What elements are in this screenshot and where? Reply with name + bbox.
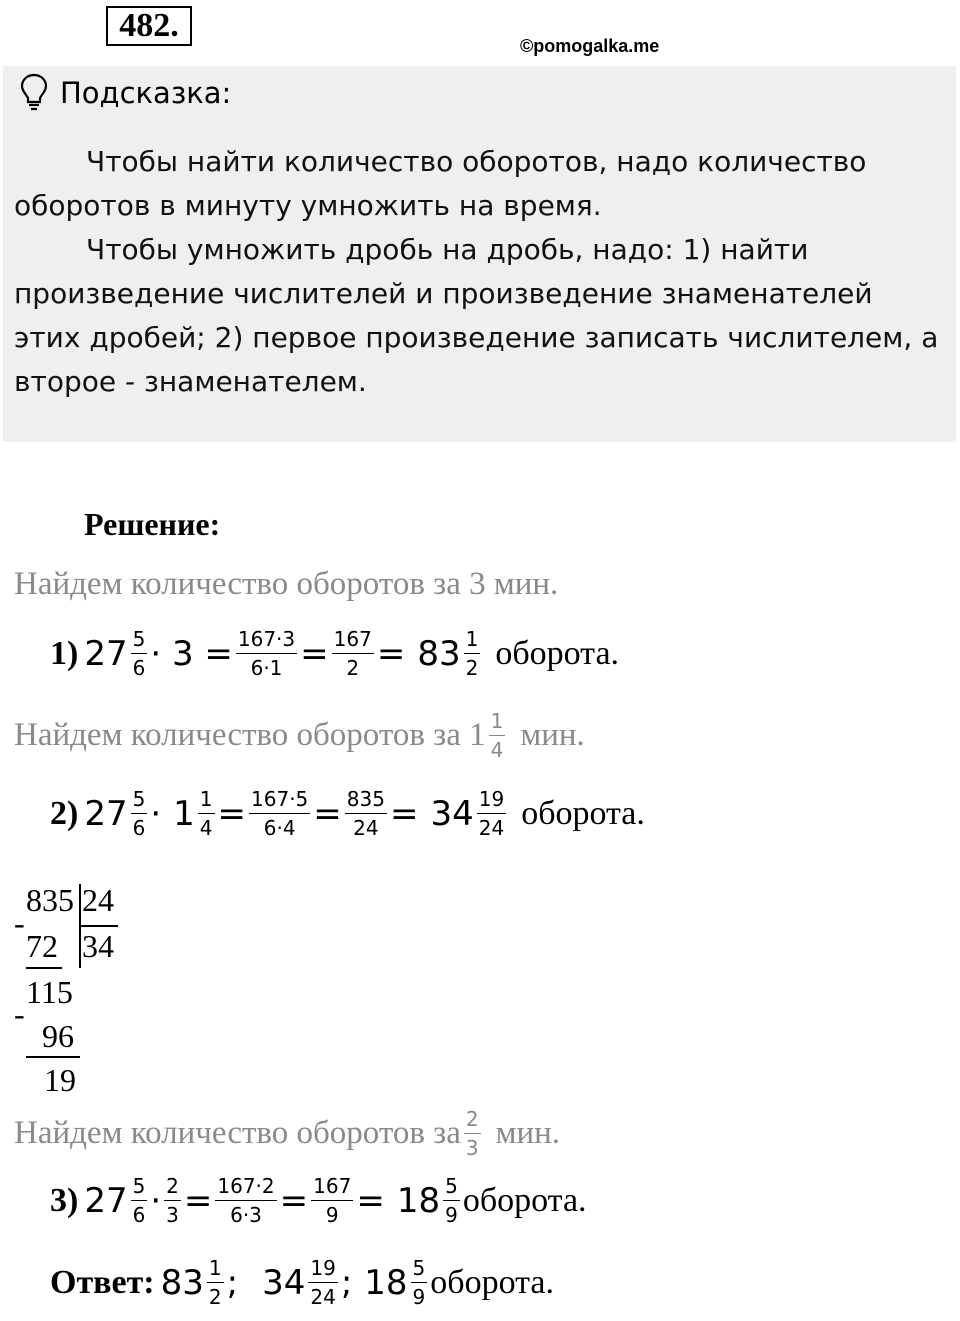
step3-intro-frac	[464, 1108, 481, 1159]
answer-sep-1: ;	[226, 1262, 239, 1303]
step3-frac4-den: 9	[445, 1203, 458, 1227]
step3-frac2-den: 6·3	[230, 1203, 262, 1227]
division-line-1	[26, 967, 62, 969]
step1-frac4-num: 1	[464, 628, 481, 654]
lightbulb-icon	[18, 72, 50, 112]
step2-frac-b-den: 4	[199, 816, 213, 840]
answer-a-num: 1	[207, 1257, 224, 1283]
step3-intro-suffix: мин.	[495, 1115, 561, 1151]
answer-a-whole: 83	[160, 1262, 204, 1303]
step1-frac2	[236, 628, 297, 679]
answer-b-whole: 34	[262, 1262, 306, 1303]
step1-frac4-den: 2	[465, 656, 479, 680]
step2-frac-b	[198, 788, 215, 839]
hint-title: Подсказка:	[60, 76, 232, 110]
division-sub2: 96	[42, 1018, 74, 1054]
step3-frac3-den: 9	[325, 1203, 339, 1227]
answer-label: Ответ:	[50, 1263, 155, 1301]
step3-frac-b-den: 3	[166, 1203, 179, 1227]
step2-label: 2)	[50, 794, 79, 832]
step1-frac3	[332, 628, 374, 679]
step2-unit: оборота.	[521, 794, 645, 832]
step3-unit: оборота.	[462, 1181, 587, 1219]
step2-equation: 2) 27 $\frac{5}{6}$ · 1 $\frac{1}{4}$ = $\frac{167\cdot 5}{6\cdot 4}$ = $\frac{835}{24}$ = 34 $\frac{19}{24}$ оборота.	[50, 787, 645, 840]
step3-frac1-den: 6	[132, 1203, 146, 1227]
step1-frac2-num: 167·3	[236, 628, 297, 654]
answer-c-num: 5	[411, 1257, 428, 1283]
step3-whole1: 27	[84, 1180, 128, 1221]
step3-frac1-num: 5	[131, 1175, 148, 1201]
division-quotient: 34	[82, 928, 114, 964]
step2-frac1-den: 6	[132, 816, 146, 840]
answer-b-num: 19	[308, 1257, 337, 1283]
step1-frac2-den: 6·1	[250, 656, 283, 680]
step2-intro-num: 1	[489, 710, 506, 736]
hint-text	[14, 140, 944, 404]
hint-paragraph-1: Чтобы найти количество оборотов, надо количество оборотов в минуту умножить на время.	[14, 145, 867, 222]
solution-title: Решение:	[84, 506, 221, 542]
step2-intro-den: 4	[490, 738, 504, 762]
step2-frac3	[345, 788, 387, 839]
answer-a-den: 2	[208, 1285, 222, 1309]
hint-paragraph-2: Чтобы умножить дробь на дробь, надо: 1) найти произведение числителей и произведение знаменателей этих дробей; 2) первое произведение записать числителем, а второе - знаменателем.	[14, 233, 939, 398]
step3-frac-b	[164, 1175, 181, 1226]
step1-whole4: 83	[417, 633, 461, 674]
step3-whole4: 18	[396, 1180, 441, 1221]
step1-frac1-num: 5	[131, 628, 148, 654]
division-line-2	[26, 1056, 80, 1058]
step2-frac4	[477, 788, 506, 839]
watermark: ©pomogalka.me	[520, 36, 660, 56]
step3-frac2-num: 167·2	[215, 1175, 276, 1201]
step3-intro	[14, 1108, 560, 1159]
step1-frac4	[464, 628, 481, 679]
answer-b-frac	[308, 1257, 337, 1308]
step3-frac2	[215, 1175, 276, 1226]
step3-equation: 3) 27 $\frac{5}{6}$ · $\frac{2}{3}$ = $\frac{167\cdot 2}{6\cdot 3}$ = $\frac{167}{9}$ = 18 $\frac{5}{9}$ оборота.	[50, 1174, 587, 1227]
division-remainder1: 115	[26, 974, 73, 1010]
answer-unit: оборота.	[430, 1263, 554, 1301]
answer-line	[50, 1257, 554, 1308]
answer-a-frac	[207, 1257, 224, 1308]
step2-frac3-den: 24	[353, 816, 379, 840]
step2-frac2-den: 6·4	[263, 816, 296, 840]
answer-c-den: 9	[412, 1285, 426, 1309]
step2-intro-suffix: мин.	[520, 717, 585, 753]
step3-frac3-num: 167	[311, 1175, 353, 1201]
step1-frac1	[131, 628, 148, 679]
step1-frac3-num: 167	[332, 628, 374, 654]
step1-op: · 3 =	[150, 633, 233, 674]
step2-intro	[14, 710, 585, 761]
division-minus-1: -	[14, 905, 25, 941]
problem-number: 482.	[106, 6, 192, 46]
step3-intro-prefix: Найдем количество оборотов за	[14, 1115, 461, 1151]
step1-whole1: 27	[84, 633, 128, 674]
step1-equation: 1) 27 $\frac{5}{6}$ · 3 = $\frac{167\cdot 3}{6\cdot 1}$ = $\frac{167}{2}$ = 83 $\frac{1}{2}$ оборота.	[50, 627, 620, 680]
step2-frac3-num: 835	[345, 788, 387, 814]
step2-frac2	[249, 788, 310, 839]
division-minus-2: -	[14, 996, 25, 1032]
division-dividend: 835	[26, 882, 74, 918]
step1-frac1-den: 6	[132, 656, 146, 680]
step2-frac2-num: 167·5	[249, 788, 310, 814]
step3-label: 3)	[50, 1181, 79, 1219]
step2-frac1-num: 5	[131, 788, 148, 814]
step3-intro-num: 2	[464, 1108, 481, 1134]
step2-intro-prefix: Найдем количество оборотов за 1	[14, 717, 486, 753]
step3-intro-den: 3	[465, 1136, 479, 1160]
step1-intro: Найдем количество оборотов за 3 мин.	[14, 566, 559, 602]
step2-frac4-den: 24	[478, 816, 505, 840]
step1-label: 1)	[50, 634, 79, 672]
step2-intro-frac	[489, 710, 506, 761]
answer-c-whole: 18	[364, 1262, 408, 1303]
step2-frac-b-num: 1	[198, 788, 215, 814]
step1-unit: оборота.	[495, 634, 620, 672]
step3-frac4	[443, 1175, 460, 1226]
division-sub1: 72	[26, 928, 58, 964]
answer-sep-2: ;	[340, 1262, 353, 1303]
answer-c-frac	[411, 1257, 428, 1308]
step2-frac1	[131, 788, 148, 839]
division-divisor-line	[80, 925, 118, 927]
answer-b-den: 24	[310, 1285, 336, 1309]
division-divisor: 24	[82, 882, 114, 918]
step3-frac-b-num: 2	[164, 1175, 181, 1201]
step2-frac4-num: 19	[477, 788, 506, 814]
division-remainder: 19	[44, 1062, 76, 1098]
step2-whole-b: 1	[173, 793, 195, 834]
step2-whole1: 27	[84, 793, 128, 834]
step3-frac4-num: 5	[443, 1175, 460, 1201]
step2-whole4: 34	[430, 793, 474, 834]
step1-frac3-den: 2	[346, 656, 360, 680]
step3-frac3	[311, 1175, 353, 1226]
step3-frac1	[131, 1175, 148, 1226]
